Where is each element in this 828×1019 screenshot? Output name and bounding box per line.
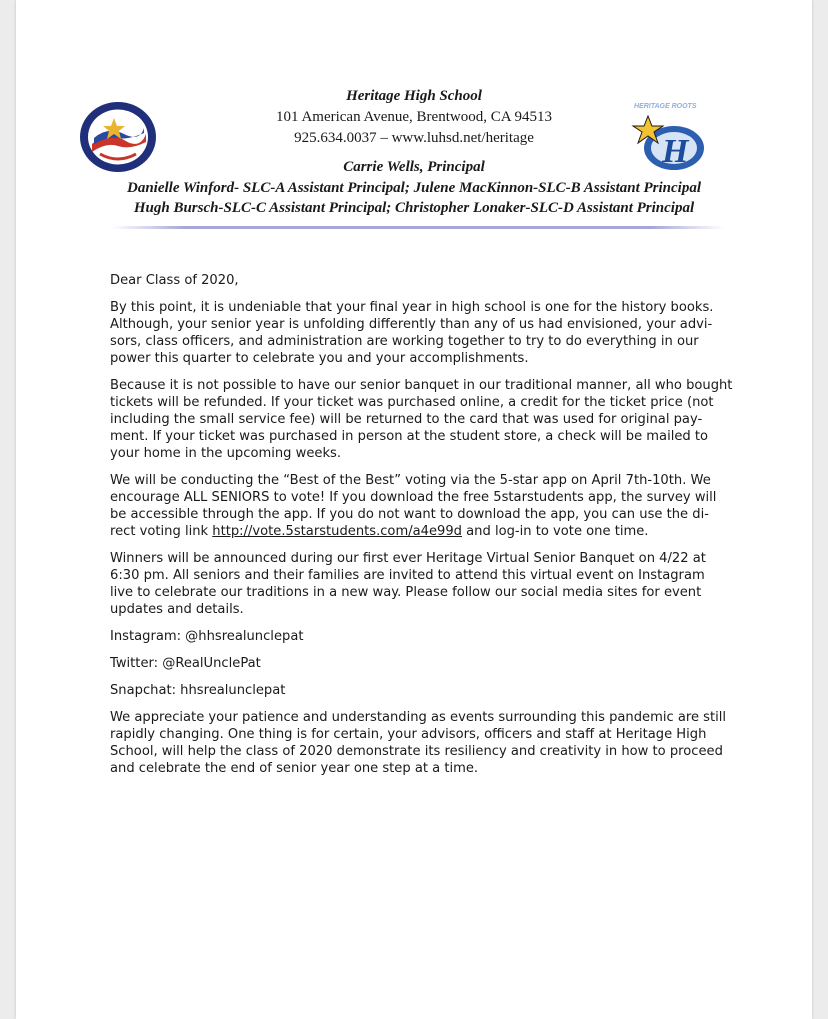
paragraph-banquet: Winners will be announced during our first ever Heritage Virtual Senior Banquet on 4/22 at 6:30 pm. All seniors and their families are invited to attend this virtual event on Instagram live to celebrate our traditions in a new way. Please follow our social media sites for event updates and details. bbox=[110, 551, 706, 617]
assistant-principals-line-2: Hugh Bursch-SLC-C Assistant Principal; Christopher Lonaker-SLC-D Assistant Principal bbox=[133, 200, 695, 216]
greeting: Dear Class of 2020, bbox=[110, 273, 239, 288]
principal-name: Carrie Wells, Principal bbox=[343, 159, 485, 175]
voting-link[interactable]: http://vote.5starstudents.com/a4e99d bbox=[212, 524, 462, 539]
paragraph-closing: We appreciate your patience and understanding as events surrounding this pandemic are still rapidly changing. One thing is for certain, your advisors, officers and staff at Heritage High School, will help the class of 2020 demonstrate its resiliency and creativity in how to proceed and celebrate the end of senior year one step at a time. bbox=[110, 710, 727, 776]
letterhead bbox=[16, 86, 812, 218]
school-address: 101 American Avenue, Brentwood, CA 94513 bbox=[276, 109, 552, 125]
paragraph-voting: We will be conducting the “Best of the Best” voting via the 5-star app on April 7th-10th. We encourage ALL SENIORS to vote! If you download the free 5starstudents app, the survey will be accessible through the app. If you do not want to download the app, you can use the di- rect voting link http://vote.5starstudents.com/a4e99d and log-in to vote one time. bbox=[110, 473, 717, 539]
letter-body bbox=[110, 272, 734, 787]
paragraph-refund: Because it is not possible to have our senior banquet in our traditional manner, all who bought tickets will be refunded. If your ticket was purchased online, a credit for the ticket price (not including the small service fee) will be returned to the card that was used for original pay- ment. If your ticket was purchased in person at the student store, a check will be mailed to your home in the upcoming weeks. bbox=[110, 378, 733, 461]
header-divider bbox=[112, 226, 724, 229]
snapchat-handle: Snapchat: hhsrealunclepat bbox=[110, 683, 286, 698]
school-contact: 925.634.0037 – www.luhsd.net/heritage bbox=[294, 130, 534, 146]
twitter-handle: Twitter: @RealUnclePat bbox=[110, 656, 261, 671]
paragraph-intro: By this point, it is undeniable that your final year in high school is one for the history books. Although, your senior year is unfolding differently than any of us had envisioned, your advi- sors, class officers, and administration are working together to try to do everything in our power this quarter to celebrate you and your accomplishments. bbox=[110, 300, 714, 366]
document-page bbox=[16, 0, 812, 1019]
instagram-handle: Instagram: @hhsrealunclepat bbox=[110, 629, 304, 644]
svg-text:HERITAGE ROOTS: HERITAGE ROOTS bbox=[634, 103, 697, 110]
svg-text:H: H bbox=[662, 133, 689, 170]
assistant-principals-line-1: Danielle Winford- SLC-A Assistant Principal; Julene MacKinnon-SLC-B Assistant Principal bbox=[127, 180, 701, 196]
school-name: Heritage High School bbox=[346, 88, 482, 104]
